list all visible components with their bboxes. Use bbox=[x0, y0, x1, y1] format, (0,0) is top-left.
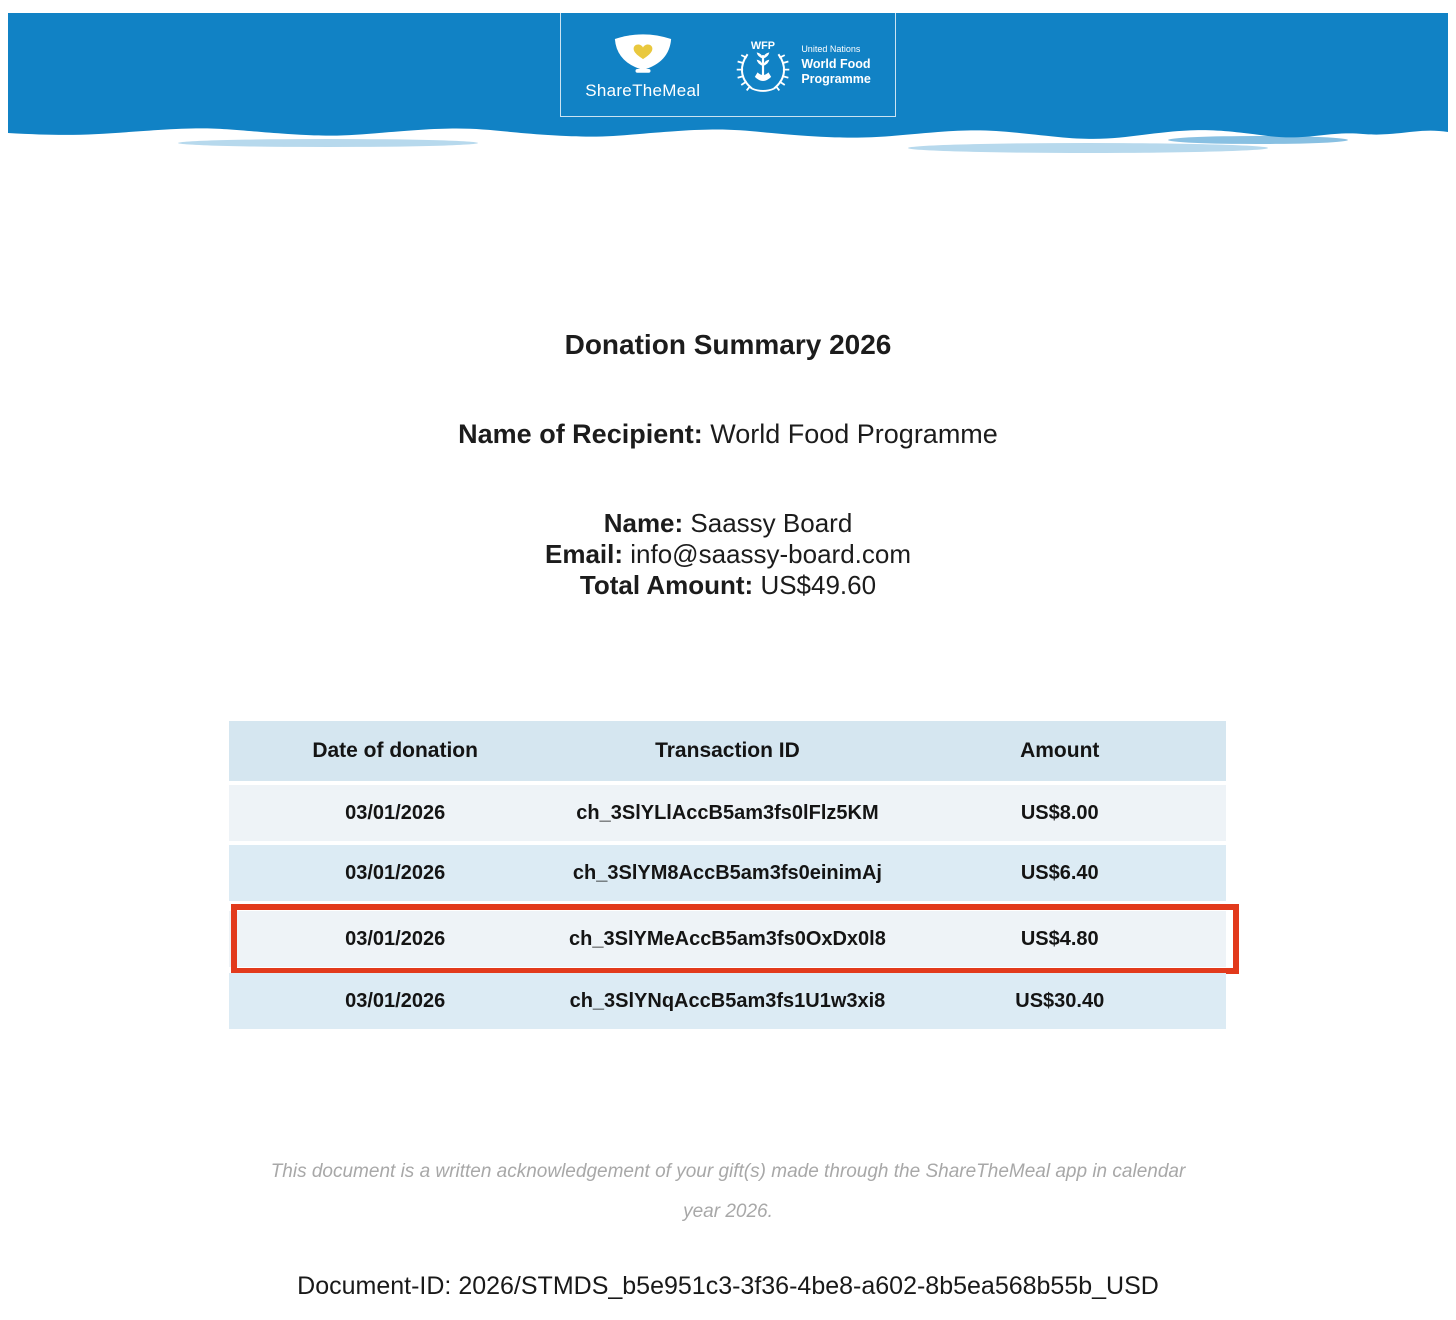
donor-email-value: info@saassy-board.com bbox=[630, 539, 911, 569]
cell-amount: US$4.80 bbox=[1020, 927, 1099, 950]
document-id: Document-ID: 2026/STMDS_b5e951c3-3f36-4be8-a602-8b5ea568b55b_USD bbox=[297, 1272, 1159, 1300]
table-row bbox=[229, 911, 1226, 967]
table-row bbox=[229, 845, 1226, 901]
cell-transaction-id: ch_3SlYM8AccB5am3fs0einimAj bbox=[572, 861, 882, 884]
header-band bbox=[8, 13, 1448, 165]
sharethemeal-logo bbox=[585, 32, 700, 101]
cell-transaction-id: ch_3SlYLlAccB5am3fs0lFlz5KM bbox=[576, 801, 879, 824]
wfp-worldfood-label: World Food bbox=[801, 57, 871, 72]
acknowledgement-note bbox=[0, 1152, 1456, 1232]
sharethemeal-wordmark: ShareTheMeal bbox=[585, 81, 701, 100]
wfp-programme-label: Programme bbox=[801, 71, 871, 86]
donor-total-line bbox=[0, 570, 1456, 601]
table-row bbox=[229, 785, 1226, 841]
donation-table bbox=[229, 721, 1226, 1029]
donor-email-line bbox=[0, 539, 1456, 570]
wfp-acronym: WFP bbox=[751, 39, 776, 52]
cell-amount: US$8.00 bbox=[1020, 801, 1099, 824]
recipient-label: Name of Recipient: bbox=[458, 419, 703, 449]
acknowledgement-note-line2: year 2026. bbox=[683, 1201, 773, 1222]
donation-table-header bbox=[229, 721, 1226, 781]
cell-amount: US$6.40 bbox=[1020, 861, 1099, 884]
cell-transaction-id: ch_3SlYNqAccB5am3fs1U1w3xi8 bbox=[569, 989, 886, 1012]
recipient-value: World Food Programme bbox=[710, 419, 998, 449]
page-title: Donation Summary 2026 bbox=[564, 329, 892, 360]
recipient-line bbox=[0, 419, 1456, 450]
header-amount: Amount bbox=[1020, 739, 1100, 762]
cell-date: 03/01/2026 bbox=[345, 801, 446, 824]
acknowledgement-note-line1: This document is a written acknowledgement of your gift(s) made through the ShareTheMeal app in calendar bbox=[270, 1161, 1186, 1182]
logo-box bbox=[560, 10, 896, 117]
donor-block bbox=[0, 508, 1456, 601]
wfp-wordmark bbox=[801, 44, 870, 86]
donor-name-value: Saassy Board bbox=[690, 508, 853, 538]
donor-name-label: Name: bbox=[603, 508, 684, 538]
table-row bbox=[229, 973, 1226, 1029]
cell-transaction-id: ch_3SlYMeAccB5am3fs0OxDx0l8 bbox=[569, 927, 886, 950]
wfp-logo bbox=[734, 37, 870, 95]
header-transaction-id: Transaction ID bbox=[655, 739, 800, 762]
donor-email-label: Email: bbox=[545, 539, 624, 569]
header-date: Date of donation bbox=[312, 739, 478, 762]
wfp-emblem-icon bbox=[734, 37, 792, 95]
donation-table-body bbox=[229, 781, 1226, 1029]
donor-total-value: US$49.60 bbox=[760, 570, 877, 600]
wfp-un-label: United Nations bbox=[801, 44, 861, 55]
cell-date: 03/01/2026 bbox=[345, 989, 446, 1012]
bowl-heart-icon bbox=[613, 32, 673, 76]
cell-amount: US$30.40 bbox=[1015, 989, 1105, 1012]
donor-name-line bbox=[0, 508, 1456, 539]
donor-total-label: Total Amount: bbox=[579, 570, 754, 600]
cell-date: 03/01/2026 bbox=[345, 861, 446, 884]
cell-date: 03/01/2026 bbox=[345, 927, 446, 950]
